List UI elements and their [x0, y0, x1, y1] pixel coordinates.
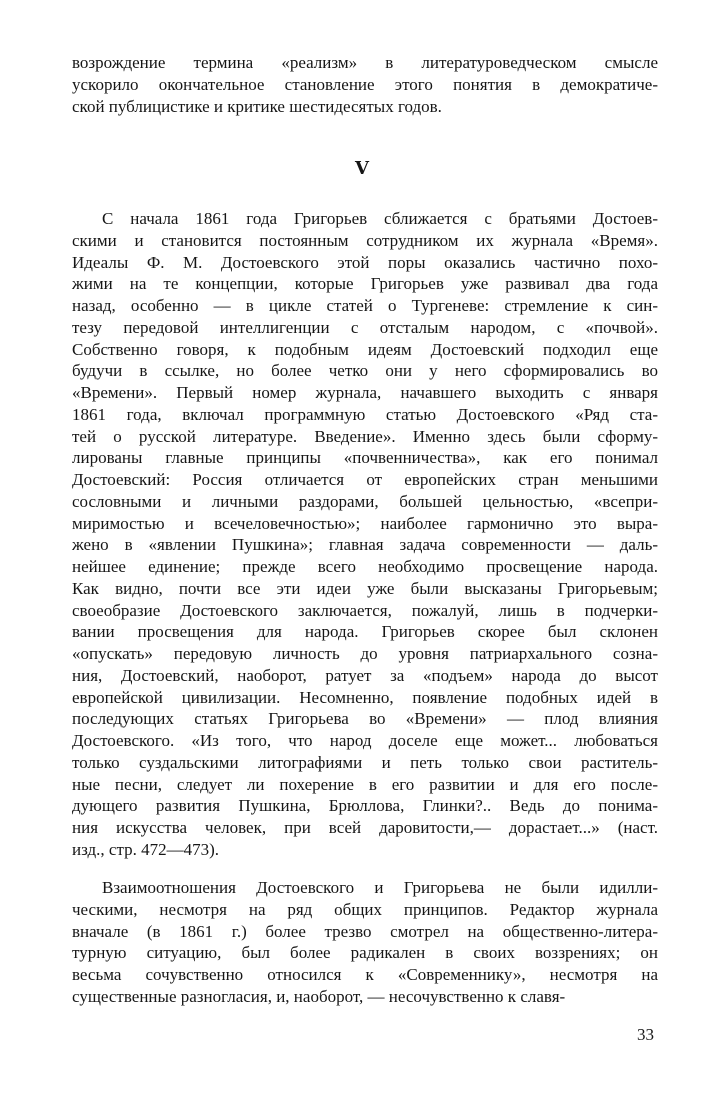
- paragraph-2: [72, 208, 658, 861]
- text-line: 1861 года, включал программную статью Достоевского «Ряд ста-: [72, 404, 658, 424]
- text-line: вании просвещения для народа. Григорьев скорее был склонен: [72, 622, 658, 642]
- text-line: вначале (в 1861 г.) более трезво смотрел на общественно-литера-: [72, 921, 658, 941]
- text-line: будучи в ссылке, но более четко они у него сформировались во: [72, 361, 658, 381]
- text-line: Собственно говоря, к подобным идеям Достоевский подходил еще: [72, 339, 658, 359]
- text-line: назад, особенно — в цикле статей о Тургеневе: стремление к син-: [72, 296, 658, 315]
- text-line: ускорило окончательное становление этого понятия в демократиче-: [72, 74, 658, 94]
- text-line: европейской цивилизации. Несомненно, появление подобных идей в: [72, 687, 658, 707]
- text-line: ния, Достоевский, наоборот, ратует за «подъем» народа до высот: [72, 665, 658, 685]
- text-line: жими на те концепции, которые Григорьев уже развивал два года: [72, 274, 658, 294]
- text-line: Достоевский: Россия отличается от европейских стран меньшими: [72, 470, 658, 489]
- text-line: своеобразие Достоевского заключается, пожалуй, лишь в подчерки-: [72, 600, 658, 620]
- text-line: турную ситуацию, был более радикален в своих воззрениях; он: [72, 943, 658, 963]
- text-line: ской публицистике и критике шестидесятых годов.: [72, 96, 442, 116]
- text-line: Как видно, почти все эти идеи уже были высказаны Григорьевым;: [72, 578, 658, 598]
- paragraph-1: [72, 52, 658, 117]
- text-line: тезу передовой интеллигенции с отсталым народом, с «почвой».: [72, 317, 658, 337]
- text-line: сословными и личными раздорами, большей цельностью, «всепри-: [72, 491, 658, 511]
- text-line: изд., стр. 472—473).: [72, 839, 219, 859]
- text-line: миримостью и всечеловечностью»; наиболее гармонично это выра-: [72, 513, 658, 533]
- text-line: дующего развития Пушкина, Брюллова, Глинки?.. Ведь до понима-: [72, 796, 658, 816]
- page-number: 33: [637, 1025, 654, 1044]
- text-line: существенные разногласия, и, наоборот, — несочувственно к славя-: [72, 986, 566, 1006]
- text-line: С начала 1861 года Григорьев сближается с братьями Достоев-: [102, 209, 658, 228]
- text-line: тей о русской литературе. Введение». Именно здесь были сформу-: [72, 426, 658, 446]
- text-line: «Времени». Первый номер журнала, начавшего выходить с января: [72, 383, 658, 402]
- text-line: Достоевского. «Из того, что народ доселе еще может... любоваться: [72, 731, 658, 750]
- text-line: ные песни, следует ли похерение в его развитии и для его после-: [72, 774, 658, 794]
- text-line: «опускать» передовую личность до уровня патриархального созна-: [72, 644, 658, 663]
- section-heading: V: [355, 158, 369, 179]
- text-line: весьма сочувственно относился к «Современнику», несмотря на: [72, 965, 658, 984]
- text-line: последующих статьях Григорьева во «Времени» — плод влияния: [72, 709, 658, 729]
- text-line: ния искусства человек, при всей даровитости,— дорастает...» (наст.: [72, 818, 658, 837]
- text-line: Идеалы Ф. М. Достоевского этой поры оказались частично похо-: [72, 252, 658, 272]
- text-line: жено в «явлении Пушкина»; главная задача современности — даль-: [72, 535, 658, 555]
- text-line: только суздальскими литографиями и петь только свои раститель-: [72, 752, 658, 772]
- text-line: лированы главные принципы «почвенничества», как его понимал: [72, 448, 658, 468]
- text-line: скими и становится постоянным сотрудником их журнала «Время».: [72, 230, 658, 250]
- text-line: ческими, несмотря на ряд общих принципов. Редактор журнала: [72, 899, 658, 919]
- text-line: возрождение термина «реализм» в литературоведческом смысле: [72, 53, 658, 72]
- paragraph-3: [72, 877, 658, 1008]
- text-line: нейшее единение; прежде всего необходимо просвещение народа.: [72, 557, 658, 576]
- text-line: Взаимоотношения Достоевского и Григорьева не были идилли-: [102, 878, 658, 897]
